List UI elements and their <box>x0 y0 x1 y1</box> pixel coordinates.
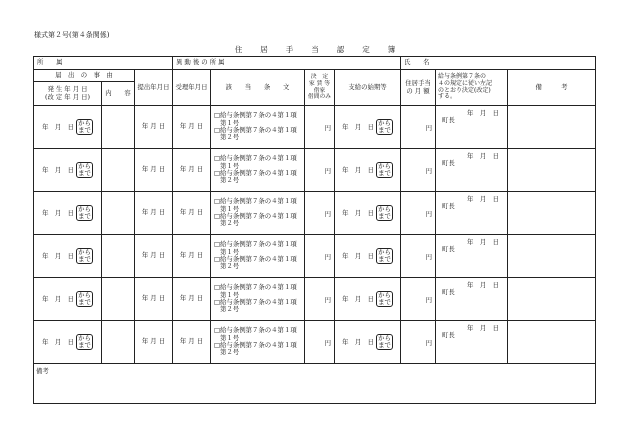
hassei-date-cell[interactable] <box>34 149 102 192</box>
getsugaku-yen-cell[interactable]: 円 <box>401 278 436 321</box>
joubun-item-line: 第１号 <box>220 204 240 213</box>
joubun-checkbox-line[interactable]: □給与条例第７条の４第１項 <box>214 240 297 249</box>
teishutsu-header: 提出年月日 <box>135 70 173 106</box>
juri-cell[interactable]: 年 月 日 <box>173 192 211 235</box>
todoke-header: 届 出 の 事 由 <box>34 70 135 82</box>
joubun-item-line: 第１号 <box>220 333 240 342</box>
shikyu-cell[interactable] <box>335 321 401 364</box>
kettei-date: 年 月 日 <box>467 109 499 117</box>
joubun-item-line: 第１号 <box>220 290 240 299</box>
shikyu-date: 年 月 日 <box>342 295 375 303</box>
title-char: 定 <box>362 45 370 54</box>
juri-cell[interactable]: 年 月 日 <box>173 235 211 278</box>
kettei-cell[interactable] <box>436 278 508 321</box>
kara-made-brace: から まで <box>78 247 91 263</box>
teishutsu-cell[interactable]: 年 月 日 <box>135 106 173 149</box>
teishutsu-cell[interactable]: 年 月 日 <box>135 149 173 192</box>
joubun-checkbox-line[interactable]: □給与条例第７条の４第１項 <box>214 255 297 263</box>
table-row <box>34 278 596 321</box>
getsugaku-yen-cell[interactable]: 円 <box>401 106 436 149</box>
hassei-date: 年 月 日 <box>42 295 75 303</box>
joubun-checkbox-line[interactable]: □給与条例第７条の４第１項 <box>214 341 297 349</box>
getsugaku-yen-cell[interactable]: 円 <box>401 149 436 192</box>
kettei-cell[interactable] <box>436 321 508 364</box>
kettei-yen-cell[interactable]: 円 <box>305 235 335 278</box>
shimei-label: 氏 名 <box>401 57 596 70</box>
hassei-date: 年 月 日 <box>42 252 75 260</box>
hassei-date: 年 月 日 <box>42 166 75 174</box>
title-char: 認 <box>336 45 345 54</box>
kara-made-brace: から まで <box>78 290 91 306</box>
hassei-date-cell[interactable] <box>34 235 102 278</box>
form-label: 様式第２号(第４条関係) <box>34 31 110 39</box>
naiyo-cell[interactable] <box>102 235 135 278</box>
kettei-header: 決 定 家 賃 等 借家 借間のみ <box>305 70 335 106</box>
juri-header: 受理年月日 <box>173 70 211 106</box>
chocho-label: 町長 <box>442 245 455 254</box>
kettei-date: 年 月 日 <box>467 195 499 203</box>
joubun-cell[interactable] <box>211 321 305 364</box>
kara-made-brace: から まで <box>378 290 391 306</box>
kara-made-brace: から まで <box>378 247 391 263</box>
title-char: 当 <box>311 45 319 54</box>
shikyu-cell[interactable] <box>335 106 401 149</box>
getsugaku-yen-cell[interactable]: 円 <box>401 235 436 278</box>
title-char: 簿 <box>387 45 396 54</box>
naiyo-cell[interactable] <box>102 149 135 192</box>
juri-cell[interactable]: 年 月 日 <box>173 278 211 321</box>
joubun-item-line: 第２号 <box>220 176 240 185</box>
biko-header: 備 考 <box>508 70 596 106</box>
kettei-cell[interactable] <box>436 106 508 149</box>
getsugaku-header: 住居手当 の 月 額 <box>401 70 436 106</box>
kettei-date: 年 月 日 <box>467 281 499 289</box>
naiyo-cell[interactable] <box>102 106 135 149</box>
biko-cell[interactable] <box>508 321 596 364</box>
shikyu-cell[interactable] <box>335 278 401 321</box>
biko-cell[interactable] <box>508 149 596 192</box>
table-row <box>34 321 596 364</box>
naiyo-cell[interactable] <box>102 278 135 321</box>
hassei-date-cell[interactable] <box>34 321 102 364</box>
joubun-checkbox-line[interactable]: □給与条例第７条の４第１項 <box>214 126 297 134</box>
biko-cell[interactable] <box>508 278 596 321</box>
joubun-checkbox-line[interactable]: □給与条例第７条の４第１項 <box>214 154 297 163</box>
teishutsu-cell[interactable]: 年 月 日 <box>135 192 173 235</box>
joubun-checkbox-line[interactable]: □給与条例第７条の４第１項 <box>214 298 297 306</box>
joubun-item-line: 第２号 <box>220 262 240 271</box>
joubun-checkbox-line[interactable]: □給与条例第７条の４第１項 <box>214 212 297 220</box>
kara-made-brace: から まで <box>378 333 391 349</box>
kettei-yen-cell[interactable]: 円 <box>305 106 335 149</box>
kettei-yen-cell[interactable]: 円 <box>305 149 335 192</box>
chocho-label: 町長 <box>442 116 455 125</box>
title-char: 居 <box>260 45 268 54</box>
juri-cell[interactable]: 年 月 日 <box>173 106 211 149</box>
naiyo-cell[interactable] <box>102 321 135 364</box>
table-row <box>34 235 596 278</box>
gaito-header: 該 当 条 文 <box>211 70 305 106</box>
teishutsu-cell[interactable]: 年 月 日 <box>135 278 173 321</box>
joubun-item-line: 第１号 <box>220 247 240 256</box>
joubun-cell[interactable] <box>211 106 305 149</box>
chocho-label: 町長 <box>442 159 455 168</box>
table-row <box>34 149 596 192</box>
title-char: 手 <box>285 45 294 54</box>
hassei-date-cell[interactable] <box>34 278 102 321</box>
kara-made-brace: から まで <box>78 118 91 134</box>
joubun-item-line: 第２号 <box>220 305 240 314</box>
kettei-yen-cell[interactable]: 円 <box>305 278 335 321</box>
getsugaku-yen-cell[interactable]: 円 <box>401 192 436 235</box>
juri-cell[interactable]: 年 月 日 <box>173 321 211 364</box>
shikyu-date: 年 月 日 <box>342 123 375 131</box>
hassei-date: 年 月 日 <box>42 123 75 131</box>
chocho-label: 町長 <box>442 202 455 211</box>
table-row <box>34 192 596 235</box>
chocho-label: 町長 <box>442 331 455 340</box>
kitei-header: 給与条例第７条の ４の規定に従い左記 のとおり決定(改定) する。 <box>436 70 508 106</box>
teishutsu-cell[interactable]: 年 月 日 <box>135 321 173 364</box>
joubun-item-line: 第２号 <box>220 219 240 228</box>
allowance-register-table <box>33 56 596 404</box>
hassei-date: 年 月 日 <box>42 338 75 346</box>
joubun-checkbox-line[interactable]: □給与条例第７条の４第１項 <box>214 169 297 177</box>
joubun-item-line: 第１号 <box>220 161 240 170</box>
teishutsu-cell[interactable]: 年 月 日 <box>135 235 173 278</box>
kettei-date: 年 月 日 <box>467 152 499 160</box>
joubun-checkbox-line[interactable]: □給与条例第７条の４第１項 <box>214 283 297 292</box>
footer-row <box>34 364 596 404</box>
hassei-date: 年 月 日 <box>42 209 75 217</box>
shikyu-header: 支給の始期等 <box>335 70 401 106</box>
shikyu-cell[interactable] <box>335 235 401 278</box>
table-row <box>34 106 596 149</box>
page-title <box>0 44 630 55</box>
kettei-date: 年 月 日 <box>467 238 499 246</box>
kara-made-brace: から まで <box>78 161 91 177</box>
idogo-label: 異 動 後 の 所 属 <box>173 57 401 70</box>
joubun-checkbox-line[interactable]: □給与条例第７条の４第１項 <box>214 197 297 206</box>
footer-biko-cell[interactable] <box>34 364 596 404</box>
biko-cell[interactable] <box>508 106 596 149</box>
kettei-cell[interactable] <box>436 149 508 192</box>
footer-biko-label: 備考 <box>36 367 49 375</box>
joubun-item-line: 第２号 <box>220 133 240 142</box>
kara-made-brace: から まで <box>378 204 391 220</box>
getsugaku-yen-cell[interactable]: 円 <box>401 321 436 364</box>
shikyu-cell[interactable] <box>335 192 401 235</box>
hassei-date-cell[interactable] <box>34 106 102 149</box>
kara-made-brace: から まで <box>78 333 91 349</box>
joubun-cell[interactable] <box>211 149 305 192</box>
joubun-cell[interactable] <box>211 235 305 278</box>
shikyu-date: 年 月 日 <box>342 252 375 260</box>
chocho-label: 町長 <box>442 288 455 297</box>
joubun-cell[interactable] <box>211 192 305 235</box>
joubun-checkbox-line[interactable]: □給与条例第７条の４第１項 <box>214 326 297 335</box>
hassei-date-cell[interactable] <box>34 192 102 235</box>
kettei-cell[interactable] <box>436 192 508 235</box>
naiyo-cell[interactable] <box>102 192 135 235</box>
shikyu-date: 年 月 日 <box>342 209 375 217</box>
shikyu-date: 年 月 日 <box>342 166 375 174</box>
title-char: 住 <box>234 45 243 54</box>
joubun-item-line: 第２号 <box>220 348 240 357</box>
joubun-item-line: 第１号 <box>220 118 240 127</box>
kettei-yen-cell[interactable]: 円 <box>305 321 335 364</box>
juri-cell[interactable]: 年 月 日 <box>173 149 211 192</box>
shozoku-label: 所 属 <box>34 57 173 70</box>
biko-cell[interactable] <box>508 192 596 235</box>
biko-cell[interactable] <box>508 235 596 278</box>
joubun-checkbox-line[interactable]: □給与条例第７条の４第１項 <box>214 111 297 120</box>
shikyu-cell[interactable] <box>335 149 401 192</box>
joubun-cell[interactable] <box>211 278 305 321</box>
naiyo-header: 内 容 <box>102 82 135 106</box>
hassei-header: 発 生 年 月 日 (改 定 年 月 日) <box>34 82 102 106</box>
kara-made-brace: から まで <box>378 161 391 177</box>
kettei-cell[interactable] <box>436 235 508 278</box>
kara-made-brace: から まで <box>78 204 91 220</box>
kettei-date: 年 月 日 <box>467 324 499 332</box>
kettei-yen-cell[interactable]: 円 <box>305 192 335 235</box>
shikyu-date: 年 月 日 <box>342 338 375 346</box>
kara-made-brace: から まで <box>378 118 391 134</box>
